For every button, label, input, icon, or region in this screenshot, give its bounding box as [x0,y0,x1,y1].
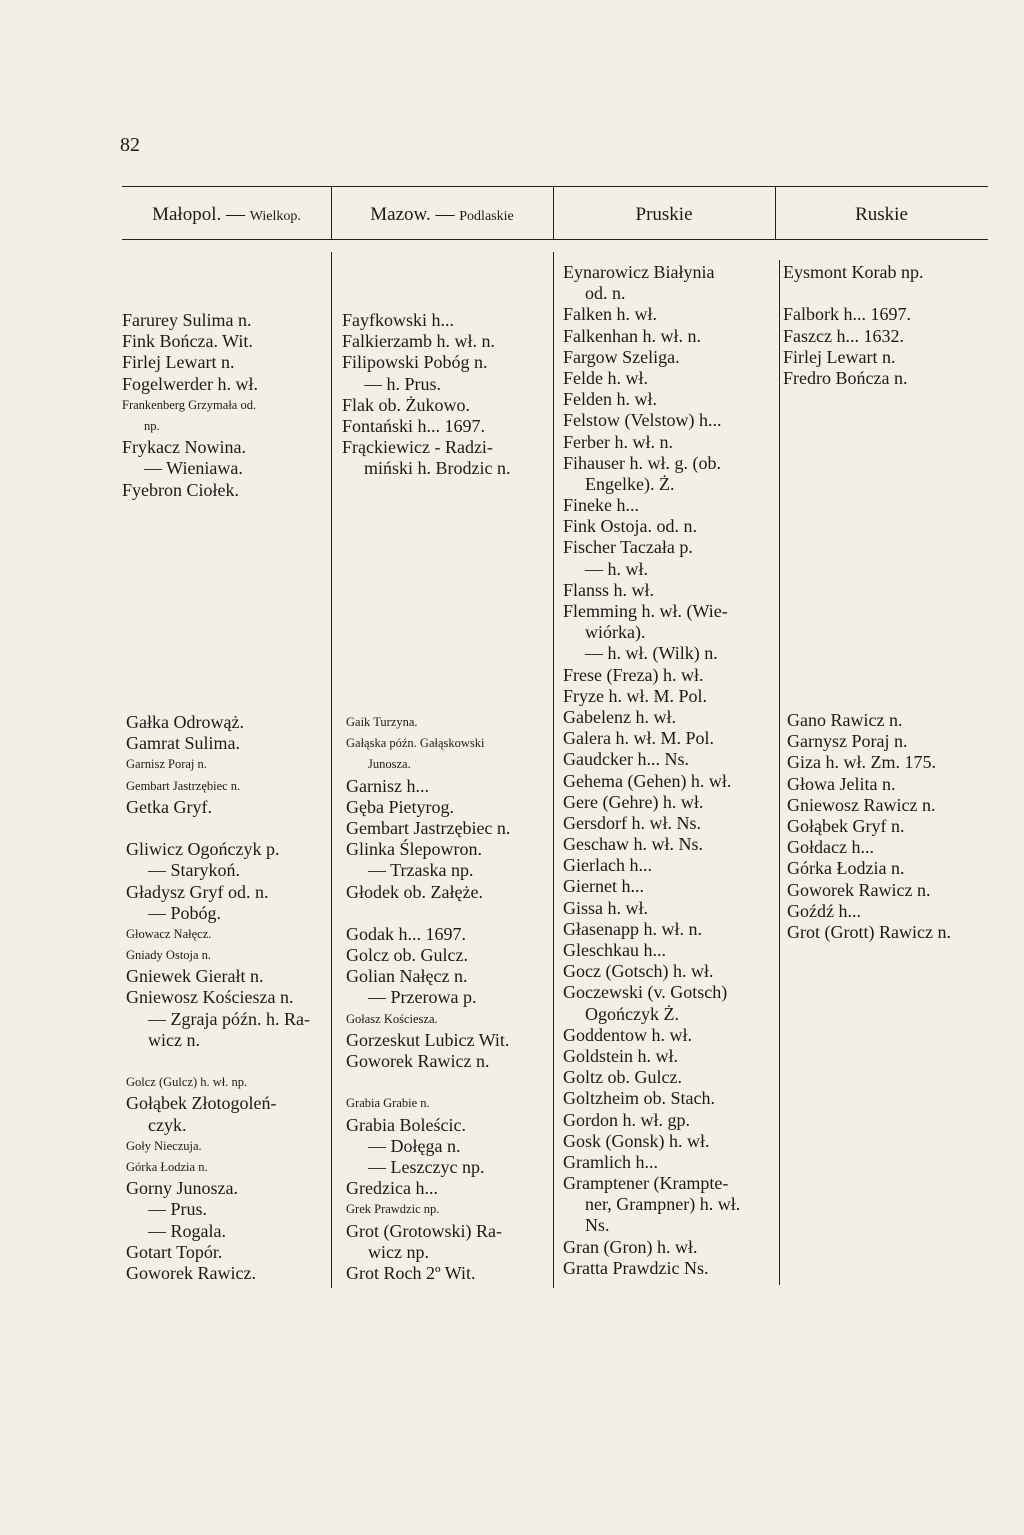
list-item: Goddentow h. wł. [563,1024,692,1045]
list-item: Flanss h. wł. [563,579,655,600]
list-item: Gembart Jastrzębiec n. [126,778,241,793]
list-item: od. n. [585,283,626,304]
list-item: — h. wł. (Wilk) n. [585,643,718,664]
list-item: Felde h. wł. [563,367,648,388]
list-item: — Starykoń. [148,860,240,881]
list-item: Flak ob. Żukowo. [342,394,470,415]
list-item: miński h. Brodzic n. [364,458,511,479]
list-item: Górka Łodzia n. [126,1159,208,1174]
list-item: Faszcz h... 1632. [783,325,904,346]
list-item: Gorzeskut Lubicz Wit. [346,1029,510,1050]
list-item: Gołdacz h... [787,837,874,858]
list-item: — h. Prus. [364,373,442,394]
list-item: Głowa Jelita n. [787,773,896,794]
col2-g-entries [346,712,510,1284]
list-item: Gałąska późn. Gałąskowski [346,736,485,751]
list-item: Fink Bończa. Wit. [122,331,253,352]
list-item: Grek Prawdzic np. [346,1202,440,1217]
list-item: Ferber h. wł. n. [563,431,673,452]
list-item: Falkenhan h. wł. n. [563,325,701,346]
column-divider [553,252,554,1288]
list-item: Gniady Ostoja n. [126,948,212,963]
list-item: Firlej Lewart n. [122,352,235,373]
list-item: Eysmont Korab np. [783,262,924,282]
list-item: Fayfkowski h... [342,310,454,330]
col4-f-entries [783,262,923,389]
list-item: Gałka Odrowąż. [126,712,244,732]
column-divider [779,260,780,1285]
list-item: Falbork h... 1697. [783,304,911,325]
page-number: 82 [120,134,140,156]
list-item: Gołąbek Złotogoleń- [126,1093,277,1114]
list-item [783,283,923,304]
list-item: Garnisz Poraj n. [126,757,207,772]
list-item: Fink Ostoja. od. n. [563,516,698,537]
list-item: Gamrat Sulima. [126,733,240,754]
column-header-pruskie: Pruskie [635,204,693,225]
list-item: Grabia Grabie n. [346,1096,430,1111]
list-item: Gierlach h... [563,855,652,876]
list-item: — Dołęga n. [368,1135,461,1156]
list-item [126,1051,310,1072]
list-item: Grot Roch 2º Wit. [346,1262,476,1283]
list-item: Gramptener (Krampte- [563,1173,729,1194]
header-sub: Podlaskie [459,209,514,224]
list-item: Flemming h. wł. (Wie- [563,601,728,621]
list-item: Eynarowicz Białynia [563,262,715,282]
list-item: Głodek ob. Załęże. [346,881,483,902]
list-item: Gołąbek Gryf n. [787,815,905,836]
col2-f-entries [342,310,511,480]
list-item: Fontański h... 1697. [342,415,486,436]
list-item: Gratta Prawdzic Ns. [563,1257,709,1278]
list-item: Galera h. wł. M. Pol. [563,728,714,749]
list-item: — Pobóg. [148,902,222,923]
list-item: Goldstein h. wł. [563,1045,678,1066]
list-item: wiórka). [585,622,646,643]
list-item: Gaudcker h... Ns. [563,749,689,770]
list-item: Gere (Gehre) h. wł. [563,791,704,812]
header-main: Mazow. — [370,204,455,225]
list-item: Junosza. [368,757,411,772]
list-item: Gorny Junosza. [126,1178,238,1199]
list-item: Gołasz Kościesza. [346,1011,438,1026]
list-item: Gniewosz Kościesza n. [126,987,294,1008]
list-item: Frykacz Nowina. [122,437,246,458]
list-item: Gosk (Gonsk) h. wł. [563,1130,710,1151]
list-item: Gniewosz Rawicz n. [787,794,936,815]
column-divider [331,252,332,1288]
list-item: Garnysz Poraj n. [787,731,908,752]
column-header-ruskie: Ruskie [855,204,908,225]
list-item: Grot (Grotowski) Ra- [346,1220,502,1241]
list-item: Gabelenz h. wł. [563,706,676,727]
list-item: Gano Rawicz n. [787,710,903,730]
list-item: Godak h... 1697. [346,923,466,944]
top-rule [122,186,988,187]
list-item: Giernet h... [563,876,644,897]
column-header-malopol [122,204,331,226]
col3-entries [563,262,740,1279]
list-item: Ns. [585,1215,610,1236]
list-item: Glinka Ślepowron. [346,839,482,860]
list-item: Gordon h. wł. gp. [563,1109,690,1130]
list-item: Geschaw h. wł. Ns. [563,834,703,855]
list-item: Fogelwerder h. wł. [122,373,258,394]
list-item: Goźdź h... [787,900,861,921]
list-item: Gaik Turzyna. [346,715,418,729]
list-item: Goworek Rawicz. [126,1262,256,1283]
list-item: — Prus. [148,1199,208,1220]
list-item: Goworek Rawicz n. [787,879,931,900]
list-item: Filipowski Pobóg n. [342,352,488,373]
list-item: Giza h. wł. Zm. 175. [787,752,936,773]
list-item: — Trzaska np. [368,860,474,881]
list-item: np. [144,418,160,433]
list-item: Golian Nałęcz n. [346,966,468,987]
list-item: Gęba Pietyrog. [346,796,454,817]
list-item: Engelke). Ż. [585,473,675,494]
list-item: Gehema (Gehen) h. wł. [563,770,732,791]
list-item: Gredzica h... [346,1178,438,1199]
list-item: Golcz (Gulcz) h. wł. np. [126,1075,248,1090]
list-item: Fryze h. wł. M. Pol. [563,685,707,706]
list-item: Głasenapp h. wł. n. [563,918,702,939]
column-header-mazow [331,204,553,226]
list-item: Gotart Topór. [126,1241,223,1262]
list-item: Goltzheim ob. Stach. [563,1088,715,1109]
list-item: Falken h. wł. [563,304,657,325]
list-item: Fredro Bończa n. [783,367,908,388]
list-item: — h. wł. [585,558,648,579]
list-item: Fihauser h. wł. g. (ob. [563,452,721,473]
list-item: Firlej Lewart n. [783,346,896,367]
list-item: — Zgraja późn. h. Ra- [148,1008,310,1029]
list-item: Frankenberg Grzymała od. [122,397,257,412]
list-item: Gran (Gron) h. wł. [563,1236,698,1257]
list-item: Gissa h. wł. [563,897,648,918]
list-item [126,818,310,839]
list-item: Gersdorf h. wł. Ns. [563,812,701,833]
list-item: — Rogala. [148,1220,226,1241]
list-item: Fyebron Ciołek. [122,479,239,500]
list-item: Ogończyk Ż. [585,1003,679,1024]
list-item: — Leszczyc np. [368,1156,485,1177]
list-item: Goły Nieczuja. [126,1138,202,1153]
list-item [346,1072,510,1093]
list-item: Gramlich h... [563,1151,658,1172]
list-item: Gliwicz Ogończyk p. [126,839,280,860]
list-item: Goltz ob. Gulcz. [563,1067,682,1088]
list-item: Frąckiewicz - Radzi- [342,437,493,458]
header-main: Małopol. — [152,204,245,225]
list-item: wicz np. [368,1241,429,1262]
list-item: Fischer Taczała p. [563,537,693,558]
list-item: Goworek Rawicz n. [346,1051,490,1071]
list-item: Getka Gryf. [126,796,212,817]
list-item: Głowacz Nałęcz. [126,926,212,941]
list-item: Falkierzamb h. wł. n. [342,331,495,352]
col4-g-entries [787,710,951,943]
list-item: Fargow Szeliga. [563,346,680,367]
list-item: Gleschkau h... [563,940,666,960]
list-item: ner, Grampner) h. wł. [585,1194,741,1215]
list-item: czyk. [148,1114,187,1135]
list-item: Felstow (Velstow) h... [563,410,722,431]
list-item: Garnisz h... [346,775,429,796]
list-item: Golcz ob. Gulcz. [346,945,468,966]
list-item: Goczewski (v. Gotsch) [563,982,728,1003]
list-item: Gocz (Gotsch) h. wł. [563,961,714,982]
list-item: Gładysz Gryf od. n. [126,881,269,902]
list-item: Gniewek Gierałt n. [126,966,264,987]
list-item: Frese (Freza) h. wł. [563,664,704,685]
list-item: Grot (Grott) Rawicz n. [787,921,951,942]
list-item: Górka Łodzia n. [787,858,905,879]
col1-g-entries [126,712,310,1284]
list-item: Gembart Jastrzębiec n. [346,817,511,838]
header-rule [122,239,988,240]
list-item [346,903,510,924]
list-item: — Przerowa p. [368,987,477,1008]
list-item: — Wieniawa. [144,458,243,479]
col1-f-entries [122,310,258,501]
list-item: Grabia Boleścic. [346,1114,466,1135]
list-item: Felden h. wł. [563,389,657,410]
header-sub: Wielkop. [249,209,301,224]
list-item: Farurey Sulima n. [122,310,252,330]
list-item: wicz n. [148,1029,200,1050]
list-item: Fineke h... [563,495,639,516]
